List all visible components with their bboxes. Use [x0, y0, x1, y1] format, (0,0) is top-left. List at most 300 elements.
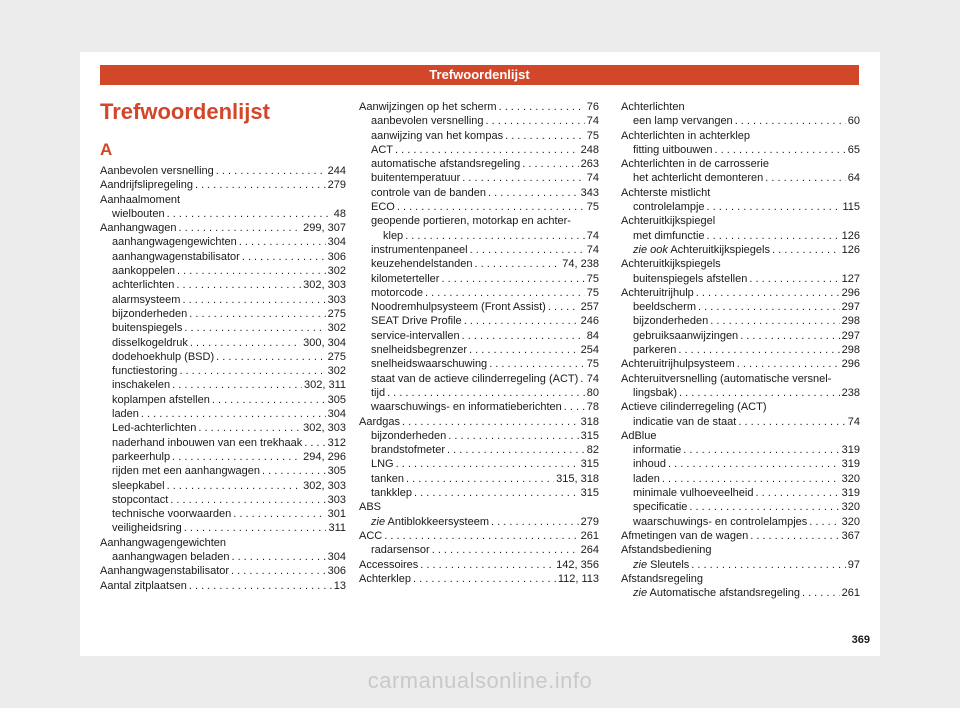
index-entry	[100, 550, 346, 564]
index-entry	[621, 443, 860, 457]
leader-dots	[167, 207, 332, 221]
index-entry	[100, 479, 346, 493]
index-term: fitting uitbouwen	[633, 143, 713, 156]
leader-dots	[462, 329, 585, 343]
leader-dots	[167, 479, 302, 493]
index-term: Afmetingen van de wagen	[621, 529, 749, 542]
index-list	[359, 100, 599, 586]
index-entry	[621, 529, 860, 543]
index-entry	[621, 272, 860, 286]
index-heading	[621, 543, 860, 557]
index-entry	[359, 257, 599, 271]
index-term: buitenspiegels	[112, 322, 183, 335]
index-entry	[621, 200, 860, 214]
page-reference: 315	[580, 487, 599, 500]
page-reference: 76	[586, 101, 599, 113]
index-entry	[359, 129, 599, 143]
index-term: laden	[112, 408, 139, 421]
index-letter: A	[100, 140, 113, 159]
index-term: inschakelen	[112, 379, 171, 392]
page-reference: 320	[841, 472, 860, 485]
index-term: Aandrijfslipregeling	[100, 179, 193, 192]
leader-dots	[662, 472, 840, 486]
index-heading	[100, 193, 346, 207]
index-term: disselkogeldruk	[112, 336, 188, 349]
page-reference: 261	[841, 587, 860, 600]
page-reference: 302, 303	[303, 422, 346, 435]
index-heading	[621, 157, 860, 171]
index-entry	[359, 429, 599, 443]
page-reference: 311	[328, 522, 346, 535]
index-entry	[359, 229, 599, 243]
index-heading	[621, 429, 860, 443]
index-term: ACC	[359, 529, 383, 542]
index-term: Antiblokkeersysteem	[387, 515, 490, 528]
index-term: het achterlicht demonteren	[633, 172, 764, 185]
page-reference: 320	[841, 501, 860, 514]
index-term: Achteruitrijhulp	[621, 286, 694, 299]
leader-dots	[420, 558, 554, 572]
index-entry	[359, 143, 599, 157]
leader-dots	[715, 143, 846, 157]
index-term: aanhangwagenstabilisator	[112, 250, 240, 263]
page-reference: 305	[327, 465, 346, 478]
index-term: Achteruitversnelling (automatische versnel-	[621, 372, 832, 385]
page-reference: 264	[580, 544, 599, 557]
page-reference: 300, 304	[303, 336, 346, 349]
index-term: Achteruitkijkspiegel	[621, 215, 716, 228]
index-entry	[621, 558, 860, 572]
page-reference: 302, 303	[303, 479, 346, 492]
index-term: Accessoires	[359, 558, 419, 571]
leader-dots	[216, 350, 326, 364]
leader-dots	[689, 500, 839, 514]
index-heading	[359, 214, 599, 228]
page-reference: 84	[586, 329, 599, 342]
index-term: Achteruitkijkspiegels	[621, 258, 721, 271]
leader-dots	[184, 321, 325, 335]
page-reference: 303	[327, 293, 346, 306]
index-term: controlelampje	[633, 201, 705, 214]
leader-dots	[749, 272, 839, 286]
page-reference: 297	[841, 329, 860, 342]
page-reference: 75	[586, 358, 599, 371]
leader-dots	[486, 114, 585, 128]
index-entry	[100, 336, 346, 350]
leader-dots	[198, 421, 301, 435]
leader-dots	[698, 300, 840, 314]
page-reference: 279	[580, 515, 599, 528]
section-header-bar: Trefwoordenlijst	[100, 65, 859, 85]
index-entry	[621, 171, 860, 185]
index-term: indicatie van de staat	[633, 415, 737, 428]
index-term: Achterste mistlicht	[621, 186, 711, 199]
index-entry	[100, 264, 346, 278]
leader-dots	[441, 272, 584, 286]
index-entry	[359, 186, 599, 200]
index-entry	[621, 486, 860, 500]
index-term: functiestoring	[112, 365, 178, 378]
index-term: alarmsysteem	[112, 293, 181, 306]
page-reference: 127	[841, 272, 860, 285]
index-term: aanwijzing van het kompas	[371, 129, 504, 142]
index-term: geopende portieren, motorkap en achter-	[371, 215, 571, 228]
leader-dots	[239, 235, 326, 249]
watermark-text: carmanualsonline.info	[367, 668, 593, 693]
index-term: ABS	[359, 501, 382, 514]
page-reference: 246	[580, 315, 599, 328]
page-reference: 126	[841, 243, 860, 256]
page-reference: 302	[327, 365, 346, 378]
index-entry	[359, 100, 599, 114]
index-term: Aanhangwagen	[100, 222, 177, 235]
page-reference: 297	[841, 301, 860, 314]
index-term: Sleutels	[650, 558, 690, 571]
index-entry	[100, 235, 346, 249]
leader-dots	[195, 178, 326, 192]
page-reference: 75	[586, 272, 599, 285]
index-term: Achteruitkijkspiegels	[670, 243, 770, 256]
index-term: Aanhangwagenstabilisator	[100, 565, 230, 578]
index-term: informatie	[633, 444, 682, 457]
leader-dots	[668, 457, 840, 471]
leader-dots	[737, 357, 840, 371]
leader-dots	[172, 450, 301, 464]
index-term: radarsensor	[371, 544, 430, 557]
index-term: ECO	[371, 201, 395, 214]
page-reference: 82	[586, 444, 599, 457]
page-reference: 318	[580, 415, 599, 428]
index-entry	[359, 314, 599, 328]
page-reference: 13	[333, 579, 346, 592]
page-reference: 320	[841, 515, 860, 528]
index-entry	[621, 457, 860, 471]
page-reference: 74, 238	[562, 258, 599, 271]
index-entry	[100, 164, 346, 178]
page-reference: 305	[327, 393, 346, 406]
page-reference: 302	[327, 322, 346, 335]
leader-dots	[475, 257, 561, 271]
index-entry	[359, 171, 599, 185]
index-entry	[359, 200, 599, 214]
page-reference: 244	[327, 165, 346, 177]
leader-dots	[505, 129, 585, 143]
leader-dots	[189, 307, 325, 321]
page-reference: 248	[580, 143, 599, 156]
index-term: met dimfunctie	[633, 229, 705, 242]
page-reference: 299, 307	[303, 222, 346, 235]
page-reference: 115	[842, 201, 860, 214]
leader-dots	[233, 507, 325, 521]
leader-dots	[387, 386, 585, 400]
page-reference: 304	[327, 551, 346, 564]
leader-dots	[425, 286, 585, 300]
index-term: technische voorwaarden	[112, 508, 232, 521]
index-term: Led-achterlichten	[112, 422, 197, 435]
page-reference: 261	[580, 529, 599, 542]
index-term: snelheidswaarschuwing	[371, 358, 488, 371]
index-entry	[100, 393, 346, 407]
leader-dots	[740, 329, 839, 343]
index-entry	[359, 372, 599, 386]
page-reference: 298	[841, 315, 860, 328]
page-reference: 80	[586, 386, 599, 399]
leader-dots	[184, 521, 327, 535]
page-reference: 78	[586, 401, 599, 414]
index-term: motorcode	[371, 286, 423, 299]
leader-dots	[765, 171, 846, 185]
leader-dots	[707, 229, 840, 243]
page-reference: 75	[586, 129, 599, 142]
index-term: Aanhaalmoment	[100, 193, 181, 206]
index-entry	[621, 314, 860, 328]
leader-dots	[406, 472, 554, 486]
index-entry	[359, 157, 599, 171]
leader-dots	[470, 243, 585, 257]
index-term: waarschuwings- en informatieberichten	[371, 401, 562, 414]
index-term: brandstofmeter	[371, 444, 445, 457]
leader-dots	[432, 543, 579, 557]
index-entry	[100, 564, 346, 578]
index-term: wielbouten	[112, 207, 165, 220]
index-term: Achterklep	[359, 572, 411, 585]
page-reference: 302	[327, 265, 346, 278]
index-entry	[359, 543, 599, 557]
index-entry	[100, 378, 346, 392]
leader-dots	[414, 486, 579, 500]
index-heading	[621, 372, 860, 386]
index-term: service-intervallen	[371, 329, 460, 342]
index-entry	[621, 143, 860, 157]
leader-dots	[548, 300, 579, 314]
page-reference: 319	[841, 444, 860, 457]
page-reference: 142, 356	[556, 558, 599, 571]
index-list	[100, 164, 346, 593]
leader-dots	[809, 515, 839, 529]
page-reference: 315	[580, 429, 599, 442]
index-term: tanken	[371, 472, 405, 485]
index-term: specificatie	[633, 501, 688, 514]
leader-dots	[262, 464, 326, 478]
see-reference: zie	[633, 558, 648, 571]
page-reference: 74	[586, 372, 599, 385]
index-term: aanbevolen versnelling	[371, 115, 484, 128]
index-entry	[621, 472, 860, 486]
index-term: buitentemperatuur	[371, 172, 461, 185]
leader-dots	[488, 186, 579, 200]
index-entry	[621, 500, 860, 514]
leader-dots	[750, 529, 839, 543]
page-reference: 304	[327, 236, 346, 249]
page-reference: 75	[586, 201, 599, 214]
index-entry	[100, 364, 346, 378]
page-reference: 74	[586, 115, 599, 128]
index-entry	[100, 321, 346, 335]
index-term: Noodremhulpsysteem (Front Assist)	[371, 301, 546, 314]
index-entry	[359, 558, 599, 572]
leader-dots	[413, 572, 556, 586]
leader-dots	[179, 364, 325, 378]
index-entry	[100, 307, 346, 321]
leader-dots	[178, 221, 301, 235]
page-reference: 112, 113	[557, 572, 599, 585]
leader-dots	[464, 314, 579, 328]
index-heading	[621, 100, 860, 114]
page-reference: 279	[327, 179, 346, 192]
index-term: staat van de actieve cilinderregeling (ACT)	[371, 372, 579, 385]
index-term: snelheidsbegrenzer	[371, 344, 468, 357]
page-reference: 65	[847, 143, 860, 156]
index-heading	[621, 257, 860, 271]
index-entry	[621, 243, 860, 257]
index-term: tijd	[371, 386, 386, 399]
index-term: aanhangwagengewichten	[112, 236, 237, 249]
index-entry	[359, 343, 599, 357]
index-entry	[100, 350, 346, 364]
index-entry	[359, 515, 599, 529]
leader-dots	[772, 243, 840, 257]
leader-dots	[679, 386, 840, 400]
index-entry	[100, 278, 346, 292]
page-number: 369	[851, 634, 870, 646]
page-reference: 302, 311	[303, 379, 346, 392]
index-term: gebruiksaanwijzingen	[633, 329, 739, 342]
page-reference: 74	[586, 172, 599, 185]
leader-dots	[448, 429, 578, 443]
leader-dots	[499, 100, 585, 114]
page-reference: 263	[580, 158, 599, 171]
index-entry	[359, 529, 599, 543]
page-reference: 296	[841, 358, 860, 371]
index-column-3	[621, 100, 860, 600]
page-reference: 64	[847, 172, 860, 185]
index-heading	[621, 186, 860, 200]
page-reference: 315	[580, 458, 599, 471]
index-entry	[359, 357, 599, 371]
index-entry	[359, 472, 599, 486]
index-term: ACT	[371, 143, 393, 156]
leader-dots	[710, 314, 839, 328]
index-term: Actieve cilinderregeling (ACT)	[621, 401, 767, 414]
index-entry	[359, 400, 599, 414]
index-entry	[100, 407, 346, 421]
page-reference: 48	[333, 207, 346, 220]
leader-dots	[177, 264, 326, 278]
index-entry	[100, 221, 346, 235]
page-reference: 257	[580, 301, 599, 314]
index-entry	[100, 521, 346, 535]
index-entry	[100, 493, 346, 507]
leader-dots	[469, 343, 579, 357]
index-term: stopcontact	[112, 493, 169, 506]
index-term: rijden met een aanhangwagen	[112, 465, 261, 478]
index-term: keuzehendelstanden	[371, 258, 473, 271]
index-term: bijzonderheden	[112, 307, 188, 320]
index-entry	[359, 114, 599, 128]
leader-dots	[242, 250, 326, 264]
leader-dots	[755, 486, 839, 500]
see-reference: zie	[371, 515, 386, 528]
index-list	[621, 100, 860, 600]
index-term: Achterlichten	[621, 101, 685, 113]
index-term: Aantal zitplaatsen	[100, 579, 187, 592]
index-entry	[359, 329, 599, 343]
index-term: SEAT Drive Profile	[371, 315, 462, 328]
index-term: koplampen afstellen	[112, 393, 210, 406]
leader-dots	[397, 200, 585, 214]
page-reference: 306	[327, 250, 346, 263]
leader-dots	[522, 157, 578, 171]
index-term: aanhangwagen beladen	[112, 551, 230, 564]
index-term: achterlichten	[112, 279, 175, 292]
page-reference: 304	[327, 408, 346, 421]
page-reference: 319	[841, 458, 860, 471]
page-reference: 312	[327, 436, 346, 449]
page-reference: 238	[841, 386, 860, 399]
index-entry	[100, 293, 346, 307]
index-heading	[359, 500, 599, 514]
leader-dots	[707, 200, 841, 214]
page-reference: 97	[847, 558, 860, 571]
leader-dots	[580, 372, 584, 386]
page-reference: 315, 318	[556, 472, 599, 485]
index-entry	[359, 286, 599, 300]
page-title: Trefwoordenlijst	[100, 99, 270, 124]
index-entry	[100, 436, 346, 450]
page-reference: 74	[847, 415, 860, 428]
leader-dots	[212, 393, 326, 407]
index-column-2	[359, 100, 599, 586]
index-term: sleepkabel	[112, 479, 165, 492]
index-term: instrumentenpaneel	[371, 243, 468, 256]
leader-dots	[678, 343, 839, 357]
index-term: controle van de banden	[371, 186, 486, 199]
leader-dots	[216, 164, 326, 178]
page-reference: 302, 303	[303, 279, 346, 292]
index-entry	[359, 415, 599, 429]
leader-dots	[489, 357, 585, 371]
leader-dots	[395, 143, 579, 157]
index-term: inhoud	[633, 458, 667, 471]
see-reference: zie ook	[633, 243, 668, 256]
leader-dots	[564, 400, 585, 414]
index-entry	[359, 386, 599, 400]
page-reference: 298	[841, 344, 860, 357]
index-term: aankoppelen	[112, 265, 176, 278]
index-entry	[359, 300, 599, 314]
index-entry	[100, 178, 346, 192]
page-reference: 294, 296	[303, 450, 346, 463]
index-entry	[100, 421, 346, 435]
index-entry	[621, 415, 860, 429]
index-term: Aanbevolen versnelling	[100, 165, 214, 177]
leader-dots	[491, 515, 579, 529]
index-entry	[621, 357, 860, 371]
page-reference: 74	[586, 243, 599, 256]
index-term: automatische afstandsregeling	[371, 158, 521, 171]
page-reference: 75	[586, 286, 599, 299]
index-term: Afstandsbediening	[621, 544, 712, 557]
index-heading	[621, 572, 860, 586]
page-reference: 60	[847, 115, 860, 128]
index-term: buitenspiegels afstellen	[633, 272, 748, 285]
index-term: waarschuwings- en controlelampjes	[633, 515, 808, 528]
page-reference: 303	[327, 493, 346, 506]
index-term: Achteruitrijhulpsysteem	[621, 358, 735, 371]
leader-dots	[231, 550, 325, 564]
index-entry	[100, 450, 346, 464]
index-term: Automatische afstandsregeling	[649, 587, 800, 600]
